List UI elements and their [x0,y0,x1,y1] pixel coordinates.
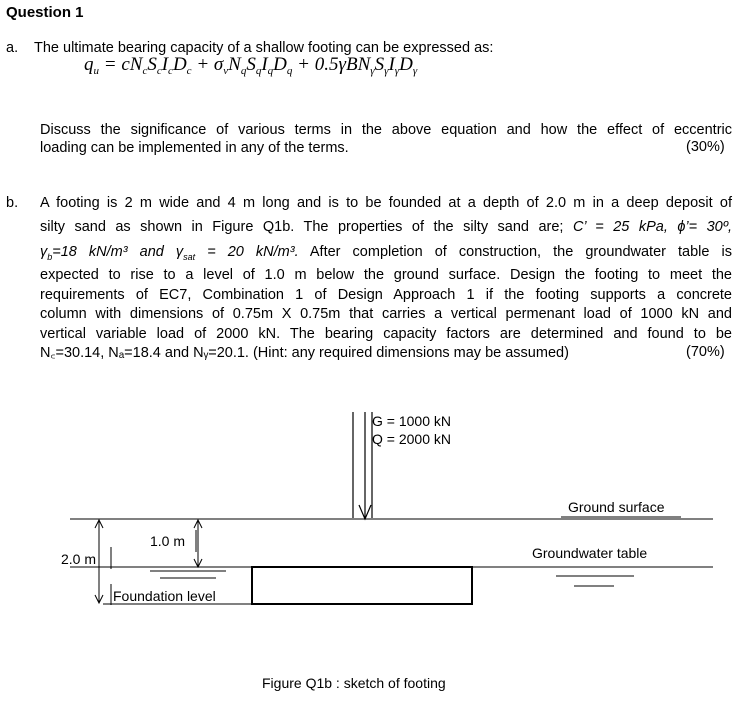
part-b-line5: requirements of EC7, Combination 1 of Design Approach 1 if the footing supports a concrete [40,287,732,303]
bearing-capacity-equation: $q_u = cN_cS_cI_cD_c + \sigma_vN_qS_qI_qD_q + 0.5\gamma BN_\gamma S_\gamma I_\gamma D_\gamma$ [84,54,418,77]
part-b-line8: N꜀=30.14, Nₐ=18.4 and Nᵧ=20.1. (Hint: any required dimensions may be assumed) [40,345,569,361]
part-a-marker: a. [6,40,19,56]
foundation-level-label: Foundation level [113,588,216,604]
dim-1m-label: 1.0 m [150,533,186,549]
part-b-marker: b. [6,195,19,211]
part-b-line2: silty sand as shown in Figure Q1b. The properties of the silty sand are; C’ = 25 kPa, ϕ’= 30º, [40,219,733,235]
part-b-line6: column with dimensions of 0.75m X 0.75m that carries a vertical permenant load of 1000 kN and [40,306,732,322]
part-a-line2: loading can be implemented in any of the terms. [40,140,349,156]
part-a-line1: Discuss the significance of various terms in the above equation and how the effect of eccentric [40,122,732,138]
groundwater-table-label: Groundwater table [532,545,648,561]
part-b-marks: (70%) [686,344,725,360]
load-g-label: G = 1000 kN [372,413,451,429]
figure-caption: Figure Q1b : sketch of footing [262,675,446,691]
load-q-label: Q = 2000 kN [372,431,451,447]
part-a-intro: The ultimate bearing capacity of a shallow footing can be expressed as: [34,40,494,56]
part-a-marks: (30%) [686,139,725,155]
question-title: Question 1 [6,4,84,21]
load-arrow [353,412,372,519]
part-b-line4: expected to rise to a level of 1.0 m below the ground surface. Design the footing to meet the [40,267,732,283]
ground-surface-label: Ground surface [568,499,665,515]
footing-rectangle [252,567,472,604]
part-b-line1: A footing is 2 m wide and 4 m long and is to be founded at a depth of 2.0 m in a deep deposit of [40,195,732,211]
part-b-line7: vertical variable load of 2000 kN. The bearing capacity factors are determined and found to be [40,326,732,342]
part-b-line3: $\gamma_b=18$ kN/m³ and $\gamma_{sat} = 20$ kN/m³. After completion of construction, the groundwater table is [40,244,732,262]
dim-2m-label: 2.0 m [61,551,97,567]
